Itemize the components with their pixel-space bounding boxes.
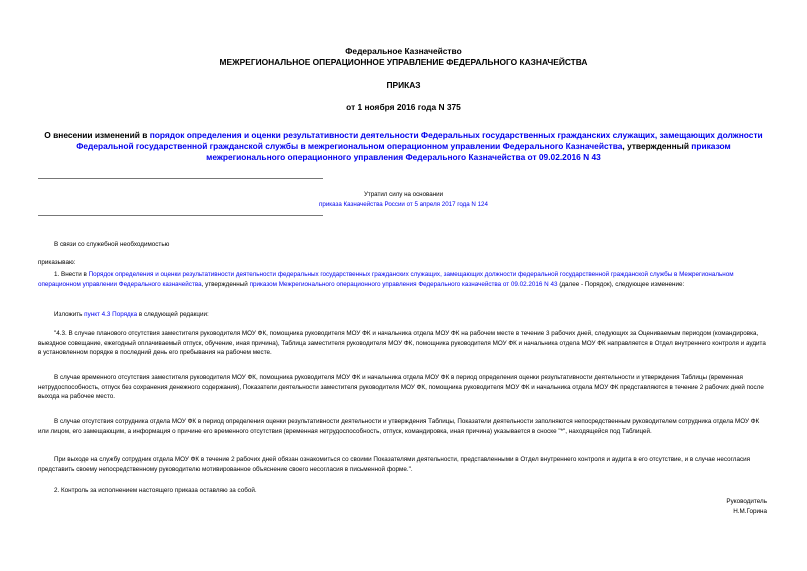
- title-suffix: , утвержденный: [622, 141, 692, 151]
- document-date-number: от 1 ноября 2016 года N 375: [346, 102, 461, 112]
- document-type: ПРИКАЗ: [386, 80, 421, 90]
- top-divider: [38, 178, 323, 179]
- paragraph-item-1: [38, 270, 769, 289]
- paragraph-return: При выходе на службу сотрудник отдела МОУ ФК в течение 2 рабочих дней обязан ознакомиться со своими Показателями деятельности, представленными в Отдел внутреннего контроля и аудита в его отсутствие, и в случае несогласия представить своему непосредственному руководителю мотивированное объяснение своего несогласия в письменной форме.".: [38, 456, 751, 473]
- title-link-procedure[interactable]: порядок определения и оценки результативности деятельности Федеральных государственных гражданских служащих, замещающих должности Федеральной государственной гражданской службы в межрегиональном операционном управлении Федерального Казначейства: [76, 130, 763, 151]
- paragraph-4-3: "4.3. В случае планового отсутствия заместителя руководителя МОУ ФК, помощника руководителя МОУ ФК и начальника отдела МОУ ФК на рабочем месте в течение 3 рабочих дней, следующих за Оцениваемым периодом (командировка, выездное совещание, ежегодный оплачиваемый отпуск, обучение, иная причина), Таблица заместителя руководителя МОУ ФК, помощника руководителя МОУ ФК и начальника отдела МОУ ФК направляется в Отдел внутреннего контроля и аудита в установленном порядке в последний день его пребывания на рабочем месте.: [38, 330, 766, 357]
- annulment-text: Утратил силу на основании: [363, 191, 444, 198]
- annulment-note: [200, 190, 607, 210]
- item1-text-a: 1. Внести в: [54, 271, 89, 278]
- department-name: МЕЖРЕГИОНАЛЬНОЕ ОПЕРАЦИОННОЕ УПРАВЛЕНИЕ ФЕДЕРАЛЬНОГО КАЗНАЧЕЙСТВА: [219, 57, 588, 67]
- paragraph-employee-absence: В случае отсутствия сотрудника отдела МОУ ФК в период определения оценки результативности деятельности и утверждения Таблицы, Показатели деятельности заполняются непосредственным руководителем сотрудника отдела МОУ ФК или лицом, его замещающим, а информация о причине его временного отсутствия (временная нетрудоспособность, отпуск, командировка, иная причина) указывается в сноске "*", находящейся под Таблицей.: [38, 418, 760, 435]
- paragraph-state: [54, 310, 754, 320]
- title-link-order[interactable]: приказом межрегионального операционного управления Федерального Казначейства от 09.02.2016 N 43: [206, 141, 731, 162]
- state-text-a: Изложить: [54, 311, 85, 318]
- item1-link-order[interactable]: приказом Межрегионального операционного управления Федерального казначейства от 09.02.2016 N 43: [249, 280, 558, 288]
- state-link-point[interactable]: пункт 4.3 Порядка: [84, 311, 138, 318]
- signature-position: Руководитель: [726, 498, 767, 505]
- org-name: Федеральное Казначейство: [345, 46, 462, 56]
- document-title: [38, 130, 769, 163]
- item1-link-procedure[interactable]: Порядок определения и оценки результативности деятельности федеральных государственных гражданских служащих, замещающих должности федеральной государственной гражданской службы в Межрегиональном операционном управлении Федерального казначейства: [38, 271, 734, 288]
- annulment-link[interactable]: приказа Казначейства России от 5 апреля 2017 года N 124: [319, 201, 488, 208]
- paragraph-item-2: 2. Контроль за исполнением настоящего приказа оставляю за собой.: [54, 487, 257, 494]
- bottom-divider: [38, 215, 323, 216]
- signature-name: Н.М.Горина: [733, 508, 767, 515]
- signature-block: [726, 497, 767, 517]
- item1-text-b: , утвержденный: [201, 280, 250, 288]
- paragraph-temporary-absence: В случае временного отсутствия заместителя руководителя МОУ ФК, помощника руководителя МОУ ФК и начальника отдела МОУ ФК в период определения оценки результативности деятельности и утверждения Таблицы (временная нетрудоспособность, отпуск без сохранения денежного содержания), Показатели деятельности заместителя руководителя МОУ ФК, помощника руководителя МОУ ФК и начальника отдела МОУ ФК представляются в течение 2 рабочих дней после выхода на рабочее место.: [38, 374, 764, 401]
- paragraph-order: приказываю:: [38, 259, 76, 266]
- paragraph-reason: В связи со служебной необходимостью: [54, 241, 170, 248]
- state-text-b: в следующей редакции:: [137, 311, 209, 318]
- title-prefix: О внесении изменений в: [44, 130, 150, 140]
- item1-text-c: (далее - Порядок), следующее изменение:: [557, 280, 685, 288]
